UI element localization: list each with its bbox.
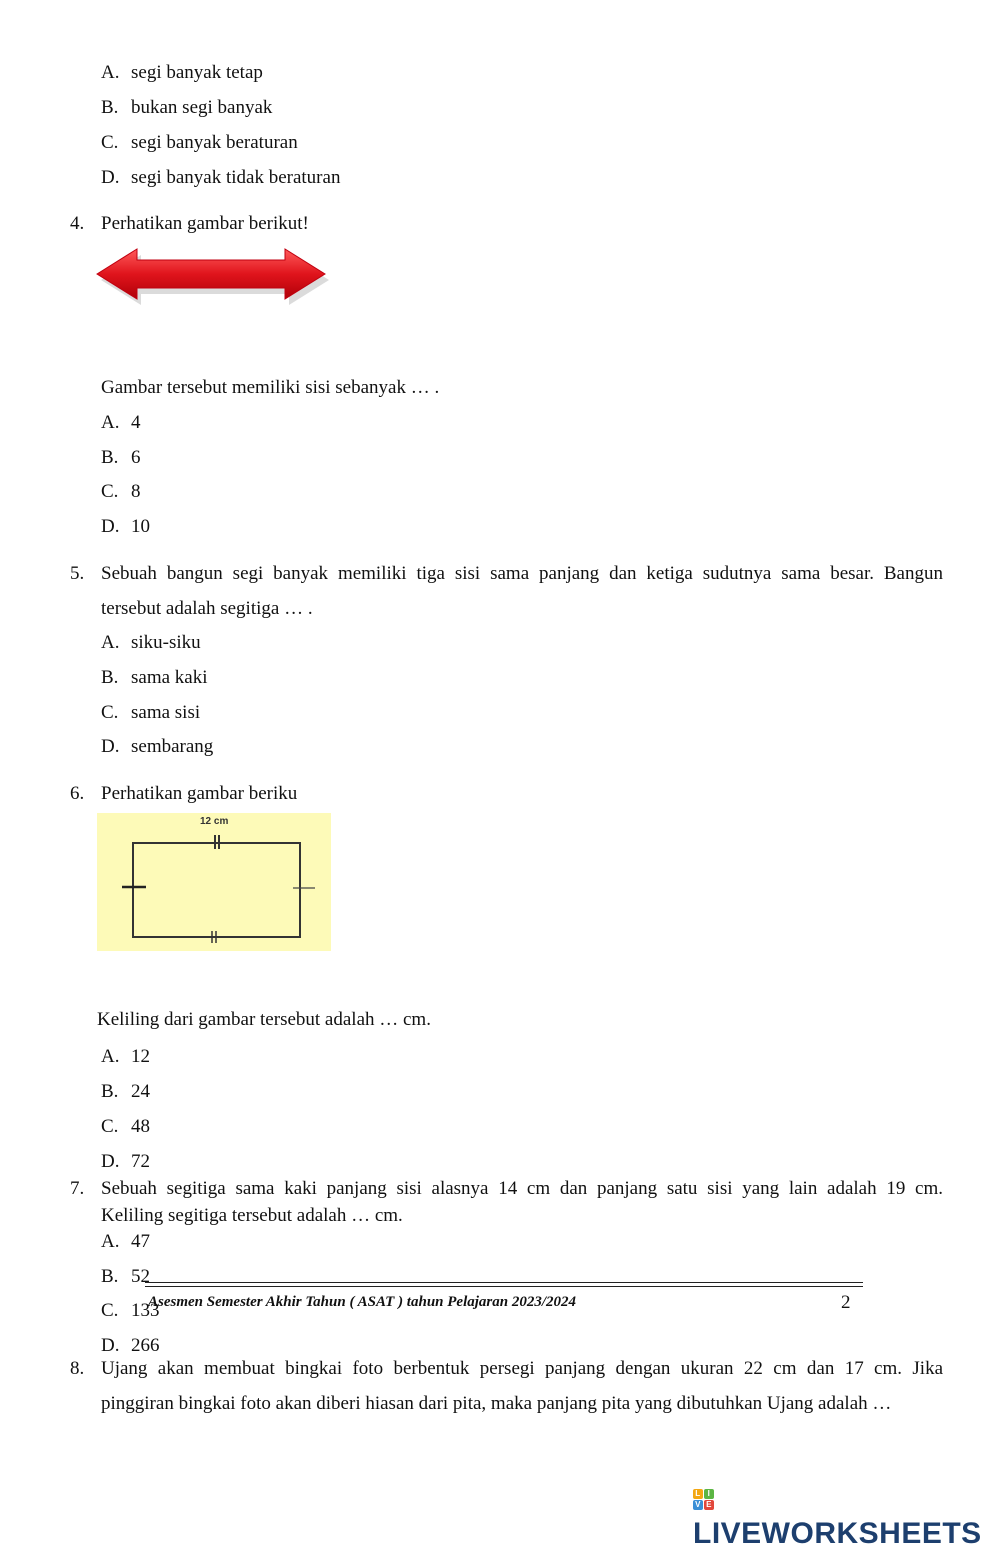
q3-option-c[interactable]: C. segi banyak beraturan <box>101 132 298 153</box>
q5-option-a[interactable]: A. siku-siku <box>101 632 201 653</box>
q5-number: 5. <box>70 563 85 584</box>
q6-question: Keliling dari gambar tersebut adalah … cm. <box>97 1009 431 1030</box>
rectangle-drawing <box>97 813 331 951</box>
footer-rule-bottom <box>145 1286 863 1287</box>
footer-rule-top <box>145 1282 863 1283</box>
page-number: 2 <box>841 1292 851 1313</box>
q4-option-a[interactable]: A. 4 <box>101 412 141 433</box>
q7-option-b[interactable]: B. 52 <box>101 1266 150 1287</box>
double-arrow-figure <box>95 248 331 308</box>
liveworksheets-brand <box>693 1483 1000 1551</box>
q3-option-a[interactable]: A. segi banyak tetap <box>101 62 263 83</box>
q4-question: Gambar tersebut memiliki sisi sebanyak … . <box>101 377 440 398</box>
q7-number: 7. <box>70 1178 85 1199</box>
q8-text-line2: pinggiran bingkai foto akan diberi hiasan dari pita, maka panjang pita yang dibutuhkan Ujang adalah … <box>101 1393 892 1414</box>
liveworksheets-logo-icon: L I V E <box>693 1489 715 1511</box>
q7-text-line1: Sebuah segitiga sama kaki panjang sisi alasnya 14 cm dan panjang satu sisi yang lain adalah 19 cm. <box>101 1178 943 1199</box>
q7-text-line2: Keliling segitiga tersebut adalah … cm. <box>101 1205 403 1226</box>
q6-option-a[interactable]: A. 12 <box>101 1046 150 1067</box>
brand-name: LIVEWORKSHEETS <box>693 1517 982 1550</box>
q5-option-c[interactable]: C. sama sisi <box>101 702 201 723</box>
q8-number: 8. <box>70 1358 85 1379</box>
q8-text-line1: Ujang akan membuat bingkai foto berbentuk persegi panjang dengan ukuran 22 cm dan 17 cm. Jika <box>101 1358 943 1379</box>
q3-option-d[interactable]: D. segi banyak tidak beraturan <box>101 167 341 188</box>
q4-prompt: 4. Perhatikan gambar berikut! <box>70 213 309 234</box>
q6-prompt: 6. Perhatikan gambar beriku <box>70 783 298 804</box>
rectangle-figure <box>97 813 331 951</box>
q4-option-c[interactable]: C. 8 <box>101 481 141 502</box>
q4-option-d[interactable]: D. 10 <box>101 516 150 537</box>
q5-option-b[interactable]: B. sama kaki <box>101 667 208 688</box>
q6-option-c[interactable]: C. 48 <box>101 1116 150 1137</box>
q5-option-d[interactable]: D. sembarang <box>101 736 214 757</box>
q7-option-a[interactable]: A. 47 <box>101 1231 150 1252</box>
q5-text-line1: Sebuah bangun segi banyak memiliki tiga sisi sama panjang dan ketiga sudutnya sama besar. Bangun <box>101 563 943 584</box>
q6-option-d[interactable]: D. 72 <box>101 1151 150 1172</box>
q4-option-b[interactable]: B. 6 <box>101 447 141 468</box>
q6-option-b[interactable]: B. 24 <box>101 1081 150 1102</box>
figure-length-label: 12 cm <box>200 816 229 827</box>
q3-option-b[interactable]: B. bukan segi banyak <box>101 97 273 118</box>
footer-title: Asesmen Semester Akhir Tahun ( ASAT ) tahun Pelajaran 2023/2024 <box>148 1294 577 1310</box>
q5-text-line2: tersebut adalah segitiga … . <box>101 598 313 619</box>
q7-option-d[interactable]: D. 266 <box>101 1335 160 1356</box>
q7-option-c[interactable]: C. 133 <box>101 1300 160 1321</box>
